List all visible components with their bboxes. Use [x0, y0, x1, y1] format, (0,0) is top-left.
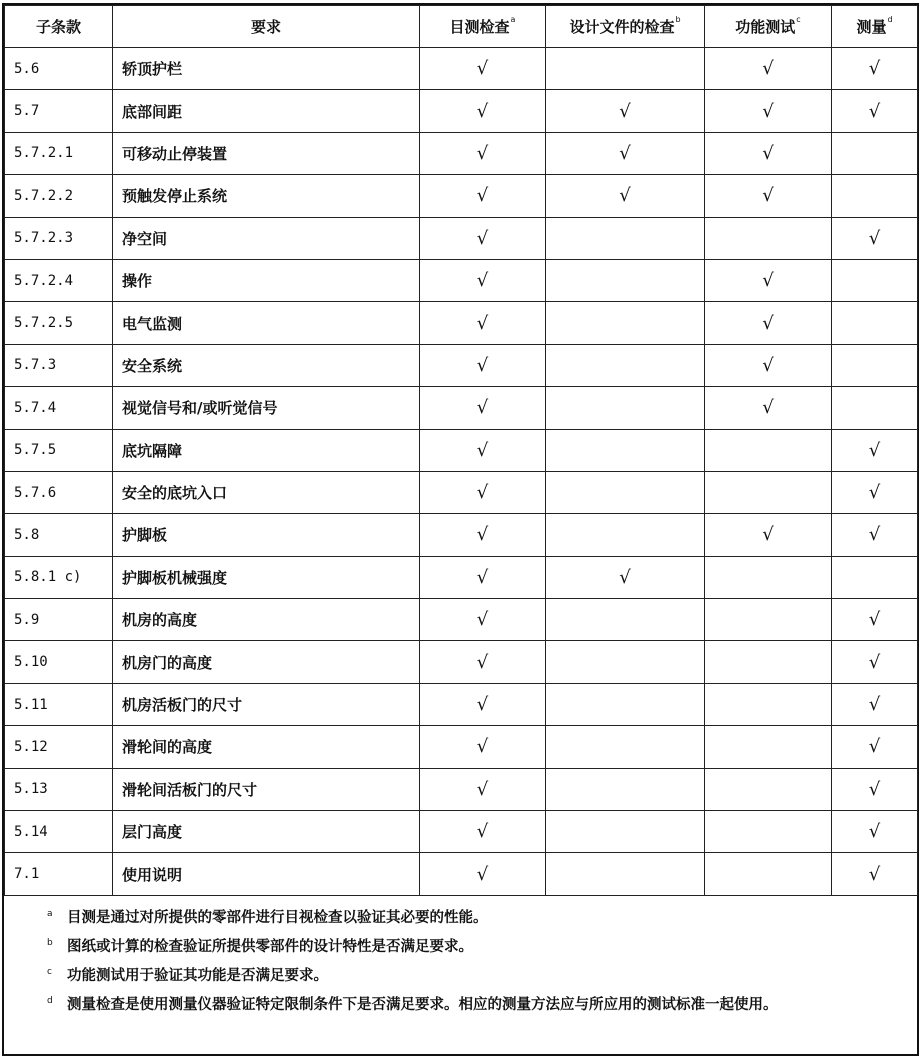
subclause-cell: 5.7.4 — [5, 387, 113, 429]
footnote-b — [4, 936, 917, 959]
visual-check-cell: √ — [420, 811, 546, 853]
table-row — [5, 132, 918, 174]
visual-check-cell: √ — [420, 471, 546, 513]
table-row — [5, 259, 918, 301]
visual-check-cell: √ — [420, 90, 546, 132]
visual-check-cell: √ — [420, 175, 546, 217]
requirement-cell: 滑轮间活板门的尺寸 — [113, 768, 420, 810]
visual-check-cell: √ — [420, 726, 546, 768]
footnotes — [4, 897, 917, 1017]
function-test-cell — [705, 683, 832, 725]
design-check-cell: √ — [546, 90, 705, 132]
function-test-cell: √ — [705, 132, 832, 174]
verification-table — [4, 5, 918, 896]
footnote-text: 测量检查是使用测量仪器验证特定限制条件下是否满足要求。相应的测量方法应与所应用的测试标准一起使用。 — [67, 997, 778, 1013]
measurement-cell: √ — [832, 429, 918, 471]
design-check-cell — [546, 683, 705, 725]
design-check-cell — [546, 48, 705, 90]
requirement-cell: 安全系统 — [113, 344, 420, 386]
header-visual-check: 目测检查$^a$ — [420, 6, 546, 48]
design-check-cell — [546, 514, 705, 556]
table-row — [5, 683, 918, 725]
visual-check-cell: √ — [420, 556, 546, 598]
footnote-text: 功能测试用于验证其功能是否满足要求。 — [67, 968, 328, 984]
table-row — [5, 599, 918, 641]
measurement-cell — [832, 387, 918, 429]
requirement-cell: 机房活板门的尺寸 — [113, 683, 420, 725]
footnote-ref-c: c — [796, 15, 801, 24]
measurement-cell: √ — [832, 471, 918, 513]
table-row — [5, 471, 918, 513]
measurement-cell: √ — [832, 768, 918, 810]
function-test-cell — [705, 429, 832, 471]
subclause-cell: 5.7.2.3 — [5, 217, 113, 259]
visual-check-cell: √ — [420, 768, 546, 810]
visual-check-cell: √ — [420, 217, 546, 259]
table-row — [5, 48, 918, 90]
design-check-cell: √ — [546, 175, 705, 217]
requirement-cell: 安全的底坑入口 — [113, 471, 420, 513]
function-test-cell — [705, 641, 832, 683]
requirement-cell: 滑轮间的高度 — [113, 726, 420, 768]
header-subclause: 子条款 — [5, 6, 113, 48]
design-check-cell — [546, 853, 705, 895]
requirement-cell: 层门高度 — [113, 811, 420, 853]
measurement-cell: √ — [832, 599, 918, 641]
header-function-test: 功能测试$^c$ — [705, 6, 832, 48]
measurement-cell: √ — [832, 641, 918, 683]
function-test-cell — [705, 811, 832, 853]
measurement-cell — [832, 132, 918, 174]
measurement-cell — [832, 556, 918, 598]
design-check-cell — [546, 726, 705, 768]
visual-check-cell: √ — [420, 683, 546, 725]
design-check-cell — [546, 471, 705, 513]
footnote-a — [4, 907, 917, 930]
subclause-cell: 5.7.2.2 — [5, 175, 113, 217]
function-test-cell: √ — [705, 259, 832, 301]
subclause-cell: 5.7.2.4 — [5, 259, 113, 301]
table-row — [5, 514, 918, 556]
function-test-cell — [705, 471, 832, 513]
table-row — [5, 768, 918, 810]
requirement-cell: 机房的高度 — [113, 599, 420, 641]
function-test-cell: √ — [705, 175, 832, 217]
measurement-cell: √ — [832, 217, 918, 259]
design-check-cell — [546, 641, 705, 683]
header-measurement: 测量$^d$ — [832, 6, 918, 48]
measurement-cell — [832, 259, 918, 301]
visual-check-cell: √ — [420, 344, 546, 386]
requirement-cell: 可移动止停装置 — [113, 132, 420, 174]
visual-check-cell: √ — [420, 302, 546, 344]
measurement-cell: √ — [832, 683, 918, 725]
footnote-ref-a: a — [510, 15, 516, 24]
measurement-cell — [832, 302, 918, 344]
subclause-cell: 5.7.5 — [5, 429, 113, 471]
visual-check-cell: √ — [420, 599, 546, 641]
subclause-cell: 5.12 — [5, 726, 113, 768]
footnote-mark: b — [47, 938, 53, 948]
subclause-cell: 5.6 — [5, 48, 113, 90]
visual-check-cell: √ — [420, 429, 546, 471]
requirement-cell: 底坑隔障 — [113, 429, 420, 471]
design-check-cell — [546, 387, 705, 429]
design-check-cell: √ — [546, 556, 705, 598]
footnote-mark: c — [47, 967, 52, 977]
function-test-cell: √ — [705, 302, 832, 344]
design-check-cell — [546, 599, 705, 641]
subclause-cell: 5.10 — [5, 641, 113, 683]
table-row — [5, 556, 918, 598]
design-check-cell — [546, 302, 705, 344]
footnote-mark: d — [47, 996, 53, 1006]
measurement-cell: √ — [832, 726, 918, 768]
footnote-text: 目测是通过对所提供的零部件进行目视检查以验证其必要的性能。 — [67, 910, 488, 926]
visual-check-cell: √ — [420, 387, 546, 429]
visual-check-cell: √ — [420, 641, 546, 683]
function-test-cell — [705, 217, 832, 259]
visual-check-cell: √ — [420, 259, 546, 301]
function-test-cell: √ — [705, 514, 832, 556]
function-test-cell: √ — [705, 344, 832, 386]
table-row — [5, 429, 918, 471]
design-check-cell — [546, 811, 705, 853]
measurement-cell: √ — [832, 90, 918, 132]
function-test-cell — [705, 853, 832, 895]
requirement-cell: 操作 — [113, 259, 420, 301]
table-row — [5, 726, 918, 768]
subclause-cell: 7.1 — [5, 853, 113, 895]
subclause-cell: 5.14 — [5, 811, 113, 853]
footnote-mark: a — [47, 909, 53, 919]
table-row — [5, 811, 918, 853]
requirement-cell: 护脚板机械强度 — [113, 556, 420, 598]
footnote-d — [4, 994, 917, 1017]
measurement-cell: √ — [832, 811, 918, 853]
table-row — [5, 217, 918, 259]
design-check-cell: √ — [546, 132, 705, 174]
requirement-cell: 轿顶护栏 — [113, 48, 420, 90]
visual-check-cell: √ — [420, 48, 546, 90]
design-check-cell — [546, 259, 705, 301]
requirement-cell: 预触发停止系统 — [113, 175, 420, 217]
footnote-ref-b: b — [675, 15, 681, 24]
visual-check-cell: √ — [420, 514, 546, 556]
subclause-cell: 5.7 — [5, 90, 113, 132]
requirement-cell: 电气监测 — [113, 302, 420, 344]
design-check-cell — [546, 429, 705, 471]
design-check-cell — [546, 217, 705, 259]
requirement-cell: 使用说明 — [113, 853, 420, 895]
requirement-cell: 护脚板 — [113, 514, 420, 556]
table-row — [5, 344, 918, 386]
visual-check-cell: √ — [420, 853, 546, 895]
subclause-cell: 5.7.2.1 — [5, 132, 113, 174]
verification-table-sheet — [2, 3, 919, 1056]
table-row — [5, 175, 918, 217]
function-test-cell — [705, 768, 832, 810]
table-row — [5, 302, 918, 344]
function-test-cell — [705, 556, 832, 598]
footnote-c — [4, 965, 917, 988]
function-test-cell — [705, 726, 832, 768]
requirement-cell: 净空间 — [113, 217, 420, 259]
requirement-cell: 视觉信号和/或听觉信号 — [113, 387, 420, 429]
measurement-cell: √ — [832, 853, 918, 895]
design-check-cell — [546, 344, 705, 386]
measurement-cell — [832, 175, 918, 217]
visual-check-cell: √ — [420, 132, 546, 174]
function-test-cell: √ — [705, 387, 832, 429]
table-row — [5, 641, 918, 683]
header-design-check: 设计文件的检查$^b$ — [546, 6, 705, 48]
function-test-cell: √ — [705, 48, 832, 90]
subclause-cell: 5.9 — [5, 599, 113, 641]
subclause-cell: 5.8 — [5, 514, 113, 556]
subclause-cell: 5.7.3 — [5, 344, 113, 386]
function-test-cell: √ — [705, 90, 832, 132]
table-row — [5, 90, 918, 132]
subclause-cell: 5.11 — [5, 683, 113, 725]
measurement-cell — [832, 344, 918, 386]
footnote-ref-d: d — [887, 15, 893, 24]
footnote-text: 图纸或计算的检查验证所提供零部件的设计特性是否满足要求。 — [67, 939, 473, 955]
design-check-cell — [546, 768, 705, 810]
table-row — [5, 387, 918, 429]
subclause-cell: 5.13 — [5, 768, 113, 810]
subclause-cell: 5.7.6 — [5, 471, 113, 513]
measurement-cell: √ — [832, 514, 918, 556]
requirement-cell: 底部间距 — [113, 90, 420, 132]
subclause-cell: 5.8.1 c) — [5, 556, 113, 598]
measurement-cell: √ — [832, 48, 918, 90]
header-row — [5, 6, 918, 48]
table-row — [5, 853, 918, 895]
subclause-cell: 5.7.2.5 — [5, 302, 113, 344]
requirement-cell: 机房门的高度 — [113, 641, 420, 683]
header-requirement: 要求 — [113, 6, 420, 48]
function-test-cell — [705, 599, 832, 641]
